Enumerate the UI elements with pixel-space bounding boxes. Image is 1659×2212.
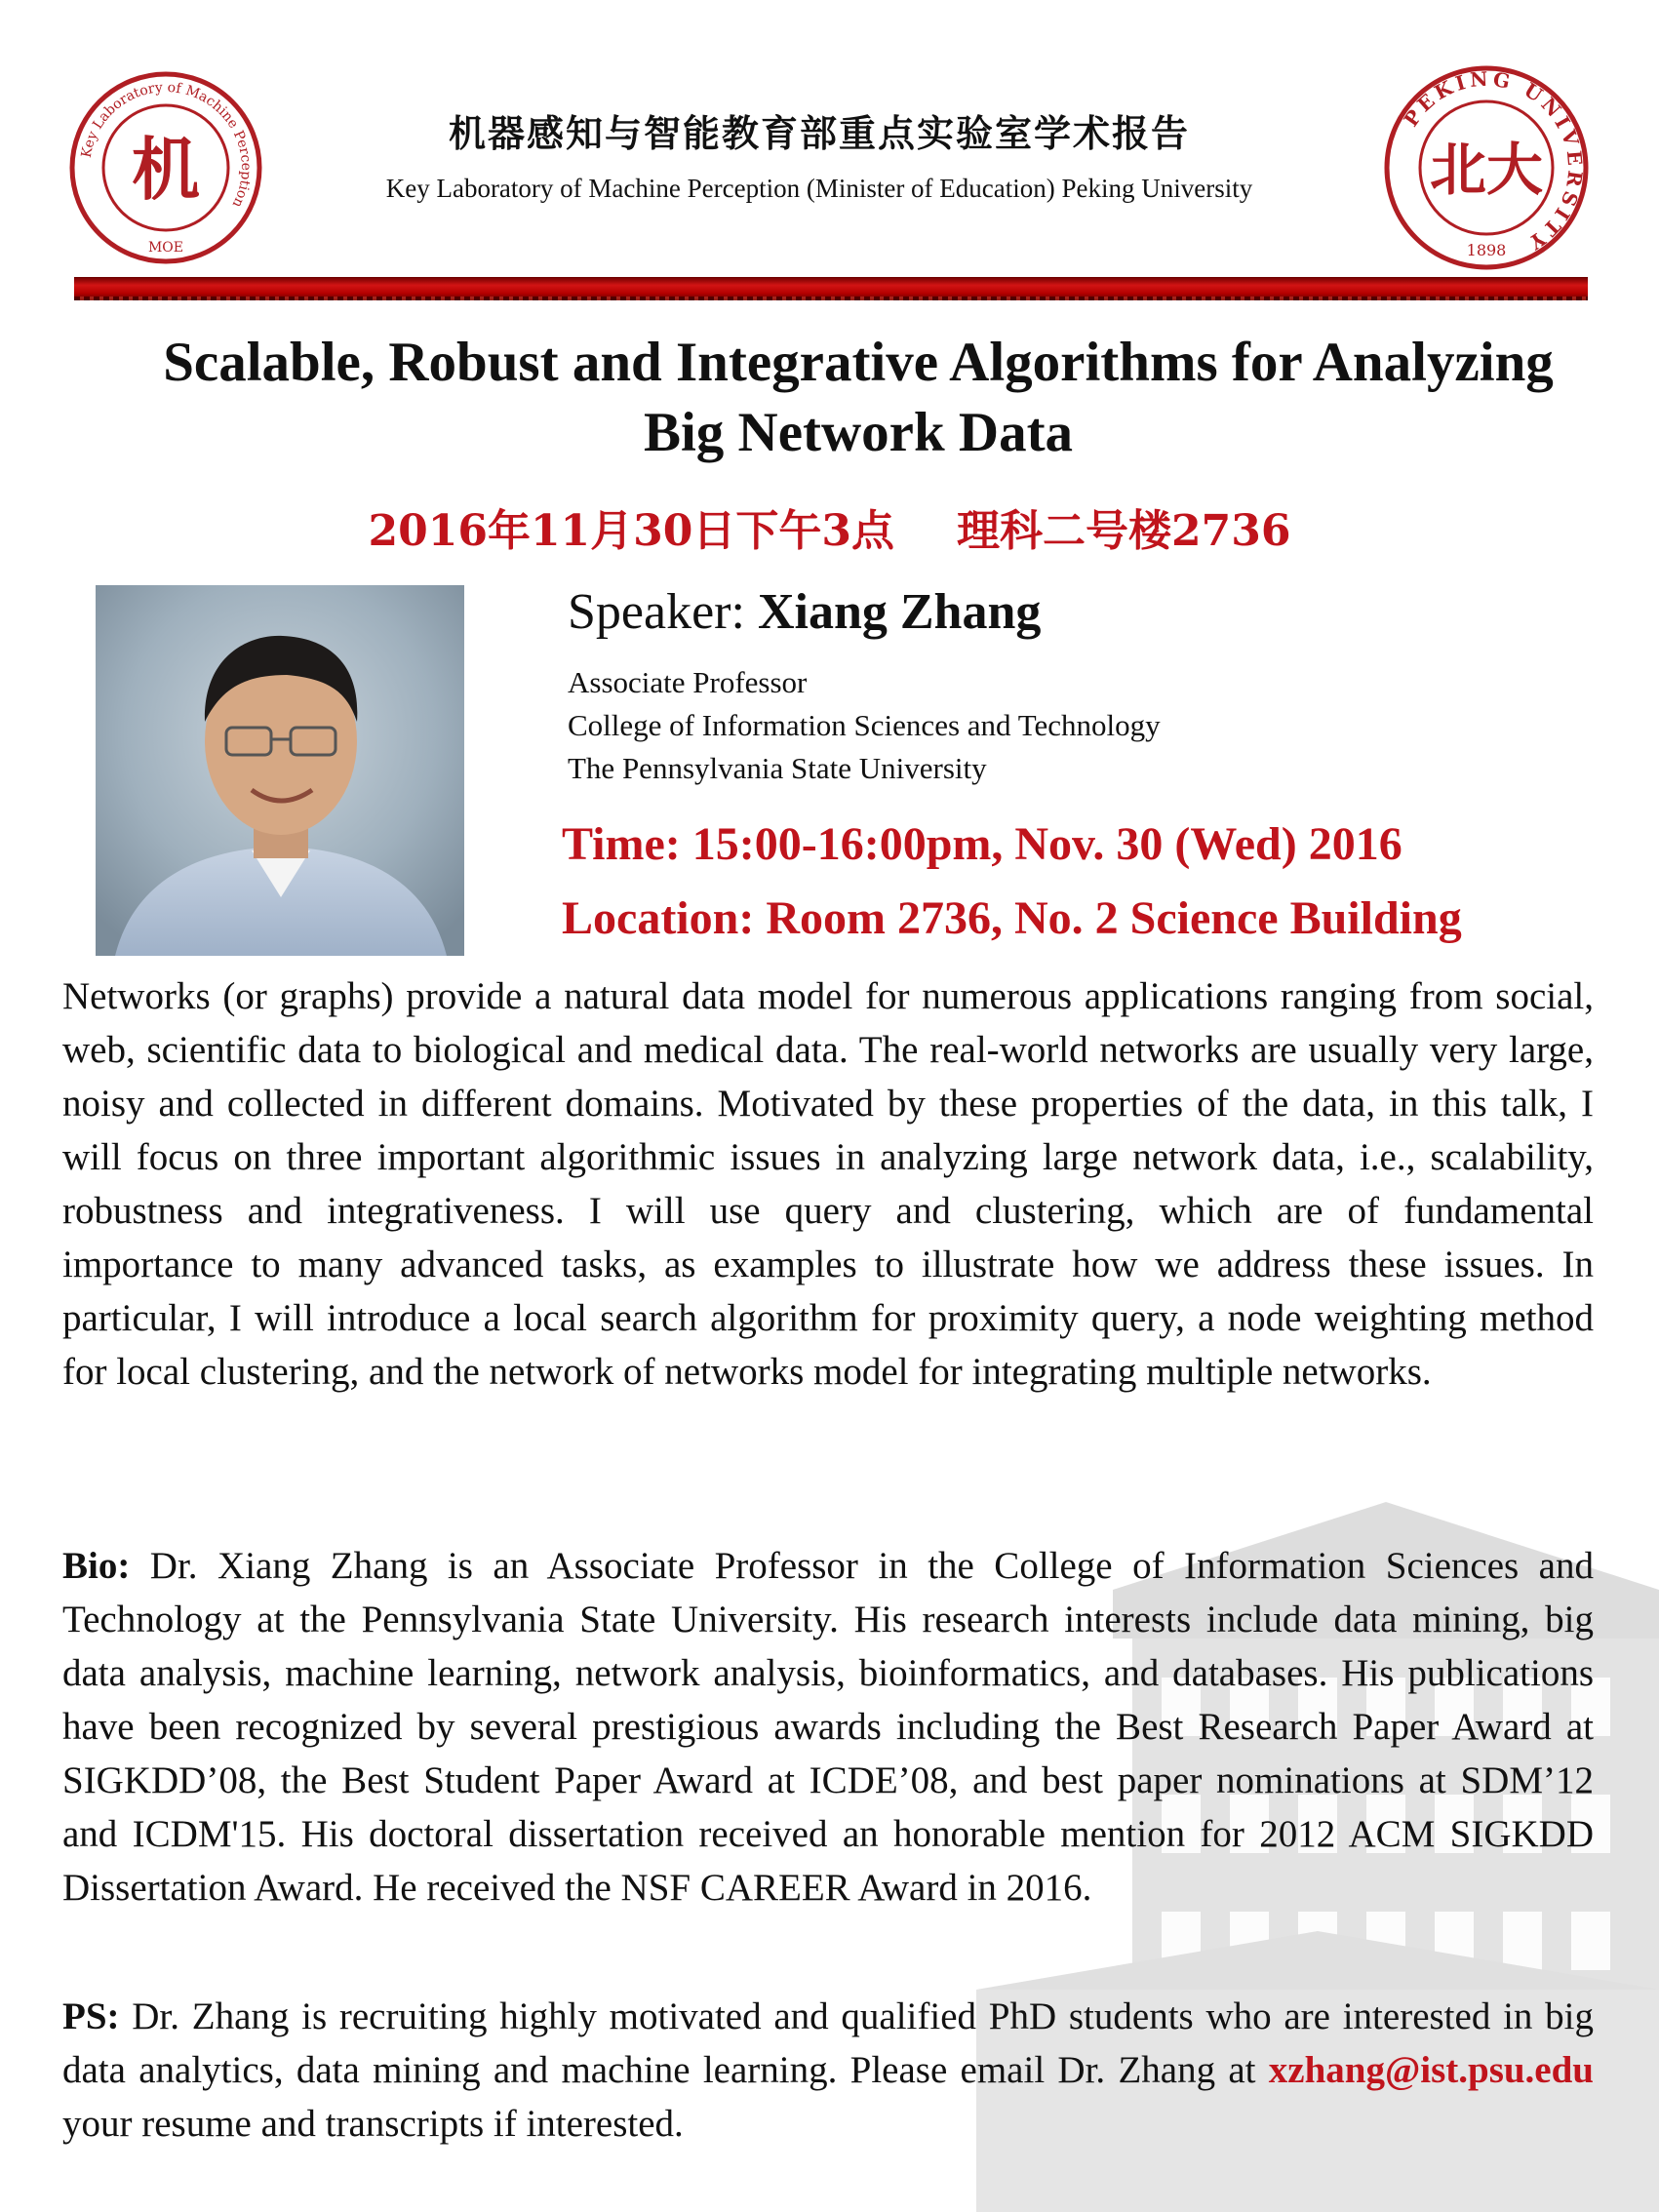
talk-title-line-2: Big Network Data xyxy=(643,402,1074,463)
lab-english-title: Key Laboratory of Machine Perception (Minister of Education) Peking University xyxy=(385,174,1253,203)
chinese-location: 理科二号楼2736 xyxy=(957,506,1291,556)
bio-label: Bio: xyxy=(62,1545,131,1587)
chinese-datetime: 2016年11月30日下午3点 xyxy=(368,506,895,556)
lab-seal-moe-text: MOE xyxy=(147,240,184,256)
contact-email-link[interactable]: xzhang@ist.psu.edu xyxy=(1268,2049,1594,2091)
talk-title xyxy=(68,328,1648,468)
lab-seal-logo xyxy=(68,70,263,265)
chinese-date-location xyxy=(0,495,1659,558)
talk-title-line-1: Scalable, Robust and Integrative Algorithms for Analyzing xyxy=(163,332,1554,393)
pku-seal-glyph: 北大 xyxy=(1429,137,1544,203)
bio-text: Dr. Xiang Zhang is an Associate Professor in the College of Information Sciences and Technology at the Pennsylvania State University. His research interests include data mining, big data analysis, machine learning, network analysis, bioinformatics, and databases. His publications have been recognized by several prestigious awards including the Best Research Paper Award at SIGKDD’08, the Best Student Paper Award at ICDE’08, and best paper nominations at SDM’12 and ICDM'15. His doctoral dissertation received an honorable mention for 2012 ACM SIGKDD Dissertation Award. He received the NSF CAREER Award in 2016. xyxy=(62,1545,1594,1909)
lab-seal-glyph: 机 xyxy=(132,129,200,210)
pku-ring-text: PEKING UNIVERSITY xyxy=(1399,66,1588,257)
abstract-paragraph: Networks (or graphs) provide a natural data model for numerous applications ranging from social, web, scientific data to biological and medical data. The real-world networks are usually very large, noisy and collected in different domains. Motivated by these properties of the data, in this talk, I will focus on three important algorithmic issues in analyzing large network data, i.e., scalability, robustness and integrativeness. I will use query and clustering, which are of fundamental importance to many advanced tasks, as examples to illustrate how we address these issues. In particular, I will introduce a local search algorithm for proximity query, a node weighting method for local clustering, and the network of networks model for integrating multiple networks. xyxy=(62,975,1594,1393)
speaker-heading xyxy=(568,583,1041,641)
header-divider-bar xyxy=(74,277,1588,300)
speaker-position: Associate Professor xyxy=(568,665,808,699)
speaker-affiliation xyxy=(568,661,1161,790)
talk-time: Time: 15:00-16:00pm, Nov. 30 (Wed) 2016 xyxy=(562,818,1402,870)
talk-location: Location: Room 2736, No. 2 Science Building xyxy=(562,892,1462,944)
ps-text-before: Dr. Zhang is recruiting highly motivated and qualified PhD students who are interested in big data analytics, data mining and machine learning. Please email Dr. Zhang at xyxy=(62,1995,1594,2091)
speaker-label: Speaker: xyxy=(568,584,758,640)
speaker-photo xyxy=(96,585,464,956)
ps-text-after: your resume and transcripts if interested. xyxy=(62,2103,684,2145)
lab-seal-ring-text: Key Laboratory of Machine Perception xyxy=(78,79,255,211)
peking-university-logo xyxy=(1383,64,1590,271)
speaker-college: College of Information Sciences and Technology xyxy=(568,708,1161,742)
pku-year-text: 1898 xyxy=(1466,241,1507,259)
bio-paragraph xyxy=(62,1539,1594,1915)
ps-label: PS: xyxy=(62,1995,120,2037)
speaker-name: Xiang Zhang xyxy=(757,584,1042,640)
lab-chinese-title: 机器感知与智能教育部重点实验室学术报告 xyxy=(448,111,1190,155)
ps-paragraph xyxy=(62,1990,1594,2151)
speaker-university: The Pennsylvania State University xyxy=(568,751,987,785)
